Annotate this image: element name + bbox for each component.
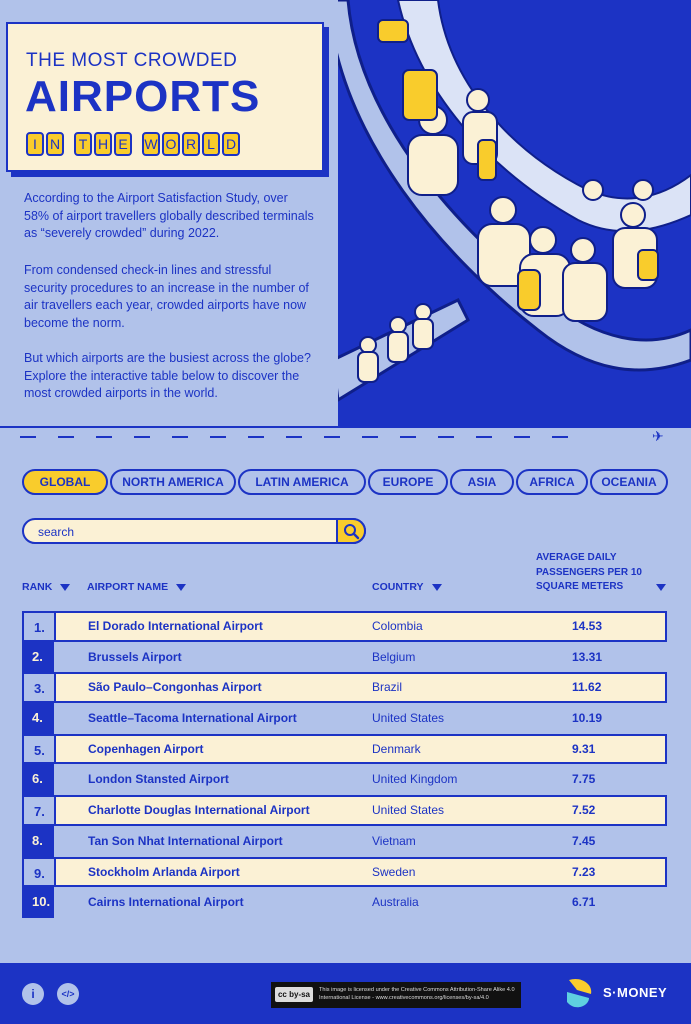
country-cell: United States (372, 711, 445, 726)
rank-cell: 7. (22, 795, 54, 826)
table-row[interactable] (22, 611, 667, 642)
passenger-density-cell: 6.71 (572, 895, 596, 910)
tab-oceania[interactable]: OCEANIA (590, 469, 668, 495)
passenger-density-cell: 7.52 (572, 803, 596, 818)
rank-cell: 5. (22, 734, 54, 765)
title-letter-gap (134, 132, 140, 156)
runway-dash (514, 436, 530, 438)
tab-africa[interactable]: AFRICA (516, 469, 588, 495)
passenger-density-cell: 9.31 (572, 741, 596, 756)
tab-europe[interactable]: EUROPE (368, 469, 448, 495)
title-letter-gap (66, 132, 72, 156)
runway-dash (210, 436, 226, 438)
title-letter-box: W (142, 132, 160, 156)
title-letter-box: R (182, 132, 200, 156)
search-bar (22, 518, 366, 544)
runway-dash (172, 436, 188, 438)
runway-dash (324, 436, 340, 438)
airport-name-cell: Brussels Airport (88, 649, 182, 664)
intro-paragraph-1: According to the Airport Satisfaction Study, over 58% of airport travellers globally described terminals as “severely crowded” during 2022. (24, 191, 314, 240)
runway-dash (286, 436, 302, 438)
airport-name-cell: Tan Son Nhat International Airport (88, 833, 283, 848)
airport-name-cell: El Dorado International Airport (88, 619, 263, 633)
tab-global[interactable]: GLOBAL (22, 469, 108, 495)
sort-arrow-icon (656, 584, 666, 591)
country-cell: Denmark (372, 741, 421, 756)
airport-name-cell: São Paulo–Congonhas Airport (88, 680, 262, 695)
title-kicker: THE MOST CROWDED (26, 50, 238, 71)
table-row[interactable] (22, 703, 667, 734)
rank-cell: 4. (22, 703, 54, 734)
country-cell: Belgium (372, 649, 416, 664)
title-letter-box: N (46, 132, 64, 156)
table-row[interactable] (22, 734, 667, 765)
airport-name-cell: London Stansted Airport (88, 772, 229, 787)
license-notice[interactable] (271, 982, 521, 1008)
runway-dash (552, 436, 568, 438)
search-icon (338, 520, 364, 542)
passenger-density-cell: 13.31 (572, 649, 603, 664)
country-cell: United Kingdom (372, 772, 458, 787)
rank-cell: 8. (22, 826, 54, 857)
sort-value-header[interactable] (656, 581, 666, 593)
country-cell: Brazil (372, 680, 403, 695)
name-header-label: AIRPORT NAME (87, 581, 169, 593)
sort-arrow-icon (176, 584, 186, 591)
intro-paragraph-2: From condensed check-in lines and stressful security procedures to an increase in the number of air travellers each year, crowded airports have now become the norm. (24, 263, 309, 330)
passenger-density-cell: 7.45 (572, 833, 596, 848)
smoney-logo-icon (563, 976, 595, 1010)
escalator-crowd-image (338, 0, 691, 428)
rank-cell: 10. (22, 887, 54, 918)
rank-cell: 3. (22, 672, 54, 703)
runway-dash (438, 436, 454, 438)
title-letter-box: I (26, 132, 44, 156)
runway-dash (20, 436, 36, 438)
info-icon[interactable]: i (22, 983, 44, 1005)
title-letter-box: L (202, 132, 220, 156)
intro-paragraph-3: But which airports are the busiest across the globe? Explore the interactive table below to discover the most crowded airports in the world. (24, 351, 311, 400)
country-cell: Sweden (372, 864, 416, 879)
cc-license-icon: cc by-sa (275, 987, 313, 1002)
runway-dash (58, 436, 74, 438)
search-button[interactable] (336, 518, 366, 544)
rank-cell: 1. (22, 611, 54, 642)
runway-dash (476, 436, 492, 438)
airport-name-cell: Cairns International Airport (88, 895, 244, 910)
escalator-illustration (338, 0, 691, 428)
country-cell: Australia (372, 895, 419, 910)
title-letter-box: T (74, 132, 92, 156)
country-cell: Vietnam (372, 833, 416, 848)
runway-dash (96, 436, 112, 438)
tab-north-america[interactable]: NORTH AMERICA (110, 469, 236, 495)
title-letter-box: E (114, 132, 132, 156)
passenger-density-cell: 7.75 (572, 772, 596, 787)
passenger-density-cell: 11.62 (572, 680, 602, 695)
country-header-label: COUNTRY (372, 581, 424, 593)
title-letter-box: H (94, 132, 112, 156)
rank-cell: 9. (22, 857, 54, 888)
sort-country-header[interactable] (372, 581, 442, 593)
title-card (6, 22, 324, 172)
airport-name-cell: Copenhagen Airport (88, 741, 204, 756)
tab-asia[interactable]: ASIA (450, 469, 514, 495)
sort-rank-header[interactable] (22, 581, 70, 593)
sort-name-header[interactable] (87, 581, 186, 593)
embed-code-icon[interactable]: </> (57, 983, 79, 1005)
sort-arrow-icon (60, 584, 70, 591)
passenger-density-cell: 14.53 (572, 619, 603, 633)
title-letter-box: O (162, 132, 180, 156)
runway-dash (362, 436, 378, 438)
footer (0, 963, 691, 1024)
country-cell: Colombia (372, 619, 423, 633)
hero-section (0, 0, 691, 430)
airport-name-cell: Seattle–Tacoma International Airport (88, 711, 297, 726)
title-letter-box: D (222, 132, 240, 156)
table-row[interactable] (22, 764, 667, 795)
search-input[interactable] (38, 522, 338, 542)
page-title: AIRPORTS (25, 72, 261, 121)
airport-name-cell: Charlotte Douglas International Airport (88, 803, 310, 818)
table-row[interactable] (22, 857, 667, 888)
rank-cell: 2. (22, 642, 54, 673)
passenger-density-cell: 10.19 (572, 711, 603, 726)
passenger-density-cell: 7.23 (572, 864, 596, 879)
table-row[interactable] (22, 826, 667, 857)
table-row[interactable] (22, 887, 667, 918)
value-header-label: AVERAGE DAILY PASSENGERS PER 10 SQUARE METERS (536, 552, 642, 592)
country-cell: United States (372, 803, 445, 818)
tab-latin-america[interactable]: LATIN AMERICA (238, 469, 366, 495)
runway-dash (248, 436, 264, 438)
rank-cell: 6. (22, 764, 54, 795)
table-row[interactable] (22, 795, 667, 826)
airport-table (22, 611, 667, 918)
table-row[interactable] (22, 642, 667, 673)
table-row[interactable] (22, 672, 667, 703)
runway-dash (134, 436, 150, 438)
region-tabs (22, 469, 668, 497)
sort-arrow-icon (432, 584, 442, 591)
license-text: This image is licensed under the Creative Commons Attribution-Share Alike 4.0 International License - www.creativecommons.org/licenses/by-sa/4.0 (319, 987, 515, 1001)
brand-logo-text: S·MONEY (603, 985, 668, 1000)
title-subline (26, 132, 240, 156)
runway-dash (400, 436, 416, 438)
rank-header-label: RANK (22, 581, 53, 593)
airport-name-cell: Stockholm Arlanda Airport (88, 864, 240, 879)
runway-dashes (20, 435, 670, 438)
section-divider (0, 426, 691, 428)
airplane-icon: ✈ (652, 428, 664, 444)
